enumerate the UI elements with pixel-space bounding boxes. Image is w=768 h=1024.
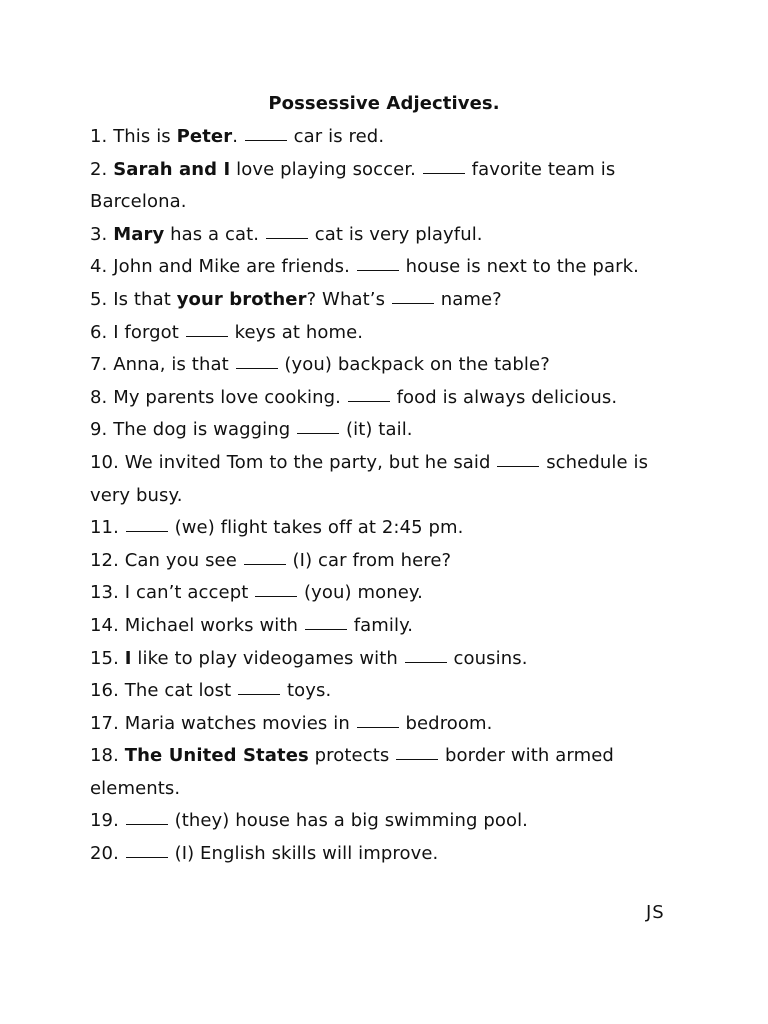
- item-text: like to play videogames with: [131, 647, 404, 669]
- item-text: 15.: [90, 647, 125, 669]
- item-text: 8. My parents love cooking.: [90, 386, 347, 408]
- answer-blank: [266, 238, 308, 239]
- item-text: love playing soccer.: [230, 158, 422, 180]
- answer-blank: [297, 433, 339, 434]
- item-text: cat is very playful.: [308, 223, 483, 245]
- author-initials: JS: [646, 902, 665, 923]
- answer-blank: [396, 759, 438, 760]
- exercise-item-4: [90, 251, 690, 284]
- item-text: schedule is very busy.: [90, 451, 649, 506]
- answer-blank: [238, 694, 280, 695]
- answer-blank: [126, 824, 168, 825]
- answer-blank: [405, 662, 447, 663]
- item-text: car is red.: [287, 126, 385, 147]
- answer-blank: [186, 336, 228, 337]
- item-text: 10. We invited Tom to the party, but he said: [90, 451, 497, 473]
- exercise-item-12: [90, 545, 690, 578]
- item-text: favorite team is Barcelona.: [90, 158, 616, 213]
- exercise-item-5: [90, 284, 690, 317]
- item-text: 18.: [90, 745, 125, 767]
- item-text: protects: [308, 745, 396, 767]
- answer-blank: [255, 596, 297, 597]
- item-text: (I) car from here?: [286, 549, 452, 571]
- item-text: house is next to the park.: [399, 256, 639, 278]
- item-text: 3.: [90, 223, 114, 245]
- answer-blank: [357, 727, 399, 728]
- subject-emphasis: your brother: [176, 288, 307, 310]
- item-text: cousins.: [447, 647, 528, 669]
- exercise-list: [90, 121, 690, 871]
- exercise-item-8: [90, 382, 690, 415]
- answer-blank: [236, 368, 278, 369]
- item-text: (I) English skills will improve.: [168, 843, 439, 865]
- exercise-item-3: [90, 219, 690, 252]
- item-text: 13. I can’t accept: [90, 582, 255, 604]
- exercise-item-10: [90, 447, 690, 512]
- subject-emphasis: Peter: [176, 126, 233, 147]
- worksheet-title: Possessive Adjectives.: [268, 93, 500, 114]
- item-text: 12. Can you see: [90, 549, 243, 571]
- item-text: 6. I forgot: [90, 321, 185, 343]
- item-text: (it) tail.: [340, 419, 413, 441]
- exercise-item-16: [90, 675, 690, 708]
- item-text: 7. Anna, is that: [90, 354, 235, 376]
- item-text: 5. Is that: [90, 288, 177, 310]
- exercise-item-2: [90, 154, 690, 219]
- answer-blank: [244, 564, 286, 565]
- item-text: 9. The dog is wagging: [90, 419, 297, 441]
- exercise-item-7: [90, 349, 690, 382]
- exercise-item-18: [90, 740, 690, 805]
- answer-blank: [245, 140, 287, 141]
- item-text: 1. This is: [90, 126, 177, 147]
- item-text: has a cat.: [164, 223, 265, 245]
- answer-blank: [305, 629, 347, 630]
- exercise-item-13: [90, 577, 690, 610]
- answer-blank: [126, 857, 168, 858]
- exercise-item-9: [90, 414, 690, 447]
- item-text: (we) flight takes off at 2:45 pm.: [168, 517, 464, 539]
- answer-blank: [423, 173, 465, 174]
- item-text: name?: [434, 288, 502, 310]
- item-text: 16. The cat lost: [90, 680, 238, 702]
- answer-blank: [392, 303, 434, 304]
- item-text: (they) house has a big swimming pool.: [168, 810, 528, 832]
- item-text: .: [232, 126, 244, 147]
- subject-emphasis: I: [124, 647, 132, 669]
- exercise-item-19: [90, 805, 690, 838]
- answer-blank: [126, 531, 168, 532]
- item-text: 11.: [90, 517, 125, 539]
- item-text: ? What’s: [306, 288, 391, 310]
- exercise-item-17: [90, 708, 690, 741]
- item-text: toys.: [281, 680, 332, 702]
- answer-blank: [497, 466, 539, 467]
- item-text: border with armed elements.: [90, 745, 614, 799]
- subject-emphasis: Sarah and I: [113, 158, 231, 180]
- exercise-item-11: [90, 512, 690, 545]
- item-text: keys at home.: [228, 321, 364, 343]
- answer-blank: [348, 401, 390, 402]
- subject-emphasis: The United States: [124, 745, 309, 767]
- item-text: 14. Michael works with: [90, 614, 304, 636]
- item-text: food is always delicious.: [390, 386, 618, 408]
- item-text: (you) money.: [298, 582, 423, 604]
- item-text: (you) backpack on the table?: [278, 354, 550, 376]
- item-text: 19.: [90, 810, 125, 832]
- answer-blank: [357, 270, 399, 271]
- exercise-item-14: [90, 610, 690, 643]
- exercise-item-20: [90, 838, 690, 871]
- exercise-item-6: [90, 317, 690, 350]
- exercise-item-15: [90, 643, 690, 676]
- subject-emphasis: Mary: [113, 223, 165, 245]
- item-text: 17. Maria watches movies in: [90, 712, 356, 734]
- item-text: bedroom.: [399, 712, 493, 734]
- item-text: family.: [347, 614, 414, 636]
- item-text: 4. John and Mike are friends.: [90, 256, 356, 278]
- exercise-item-1: [90, 121, 690, 154]
- item-text: 2.: [90, 158, 114, 180]
- item-text: 20.: [90, 843, 125, 865]
